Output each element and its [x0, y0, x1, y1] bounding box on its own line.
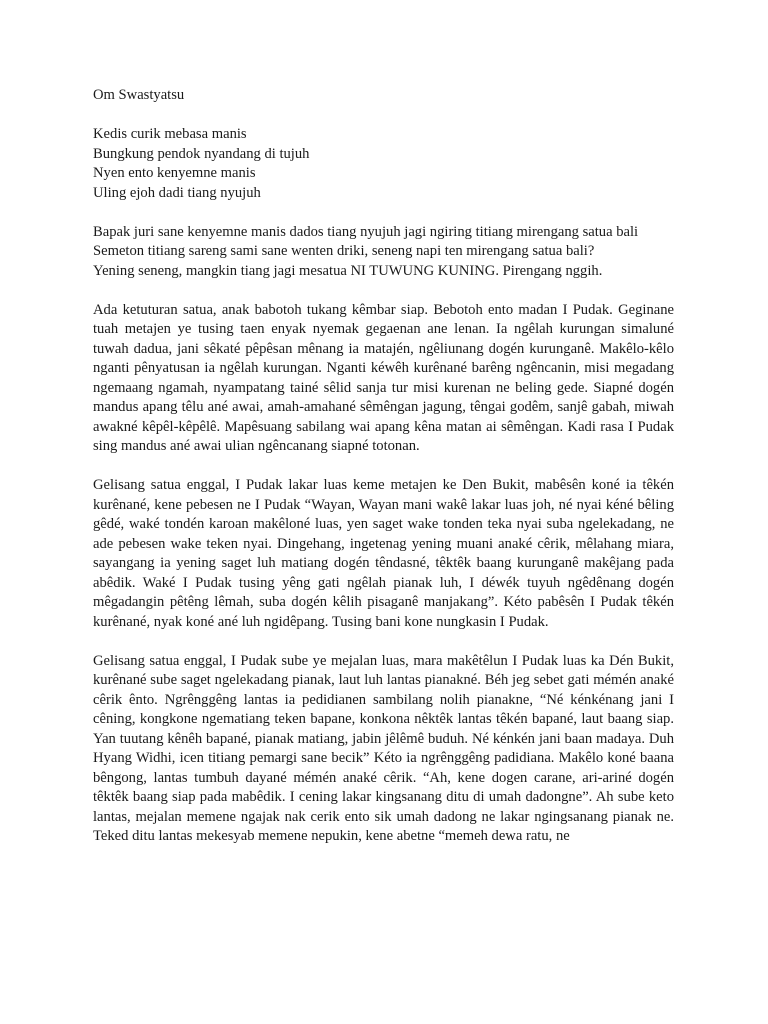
document-page — [93, 86, 674, 847]
intro-line: Yening seneng, mangkin tiang jagi mesatua NI TUWUNG KUNING. Pirengang nggih. — [93, 262, 603, 279]
pantun-line: Kedis curik mebasa manis — [93, 126, 247, 142]
story-paragraph: Ada ketuturan satua, anak babotoh tukang kêmbar siap. Bebotoh ento madan I Pudak. Geginane tuah metajen ye tusing taen enyak nyemak gegaenan ane lenan. Ia ngêlah kurungan simaluné tuwah dadua, jani sêkaté pêpêsan mênang ia matajén, ngêliunang dogén kurunganê. Makêlo-kêlo nganti pênyatusan ia ngêlah kurungan. Nganti kéwêh kurênané barêng ngêncanin, misi megadang ngemaang ngamah, nyampatang tainé sêlid sanja tur misi kurenan ne beling gede. Siapné dogén mandus apang têlu ané awai, amah-amahané sêmêngan jagung, têngai godêm, sanjê gabah, miwah awakné kêpêl-kêpêlê. Mapêsuang sabilang wai apang kêna matan ai sêmêngan. Kadi rasa I Pudak sing mandus ané awai ulian ngêncanang siapné totonan. — [93, 301, 674, 454]
intro-line: Semeton titiang sareng sami sane wenten driki, seneng napi ten mirengang satua bali? — [93, 243, 595, 259]
pantun-line: Uling ejoh dadi tiang nyujuh — [93, 184, 261, 201]
pantun-line: Bungkung pendok nyandang di tujuh — [93, 145, 310, 162]
story-paragraph-truncated: Gelisang satua enggal, I Pudak sube ye mejalan luas, mara makêtêlun I Pudak luas ka Dén Bukit, kurênané sube saget ngelekadang pianak, laut luh lantas pianakné. Béh jeg sebet gati mémén anaké cêrik ênto. Ngrênggêng lantas ia pedidianen sambilang nolih pianakne, “Né kénkénang jani I cêning, kongkone ngematiang teken bapane, konkona nêktêk lantas têkén bapané, laut baang siap. Yan tuutang kênêh bapané, pianak matiang, jabin jêlêmê buduh. Né kénkén jani baan madaya. Duh Hyang Widhi, icen titiang pemargi sane becik” Kéto ia ngrênggêng padidiana. Makêlo koné baana bêngong, lantas tumbuh dayané mémén anaké cêrik. “Ah, kene dogen carane, ari-ariné dogén têktêk baang siap pada mabêdik. I cening lakar kingsanang ditu di umah dadongne”. Ah sube keto lantas, mejalan memene ngajak nak cerik ento sik umah dadong ne lakar ngingsanang pianak ne. Teked ditu lantas mekesyab memene nepukin, kene abetne “memeh dewa ratu, ne — [93, 652, 674, 844]
pantun-verse — [93, 125, 674, 203]
intro-line: Bapak juri sane kenyemne manis dados tiang nyujuh jagi ngiring titiang mirengang satua bali — [93, 223, 639, 240]
intro-block — [93, 223, 674, 282]
story-paragraph: Gelisang satua enggal, I Pudak lakar luas keme metajen ke Den Bukit, mabêsên koné ia têkén kurênané, kene pebesen ne I Pudak “Wayan, Wayan mani wakê lakar luas joh, né nyai kéné bêling gêdé, waké tondén karoan makêloné luas, yen saget wake tonden teka nyai suba ngelekadang, ne ade pebesen wake teken nyai. Dingehang, ingetenag yening muani anaké cêrik, mêlahang miara, sayangang ia yening saget luh matiang dogén têndasné, têktêk baang kurunganê makêjang pada abêdik. Waké I Pudak tusing yêng gati ngêlah pianak luh, I déwék tuyuh ngêdênang dogén mêgadangin pêtêng lêmah, suba dogén kêlih pisaganê manjakang”. Kéto pabêsên I Pudak têkén kurênané, nyak koné ané luh ngidêpang. Tusing bani kone nungkasin I Pudak. — [93, 477, 674, 630]
pantun-line: Nyen ento kenyemne manis — [93, 165, 256, 181]
greeting-line: Om Swastyatsu — [93, 87, 185, 103]
